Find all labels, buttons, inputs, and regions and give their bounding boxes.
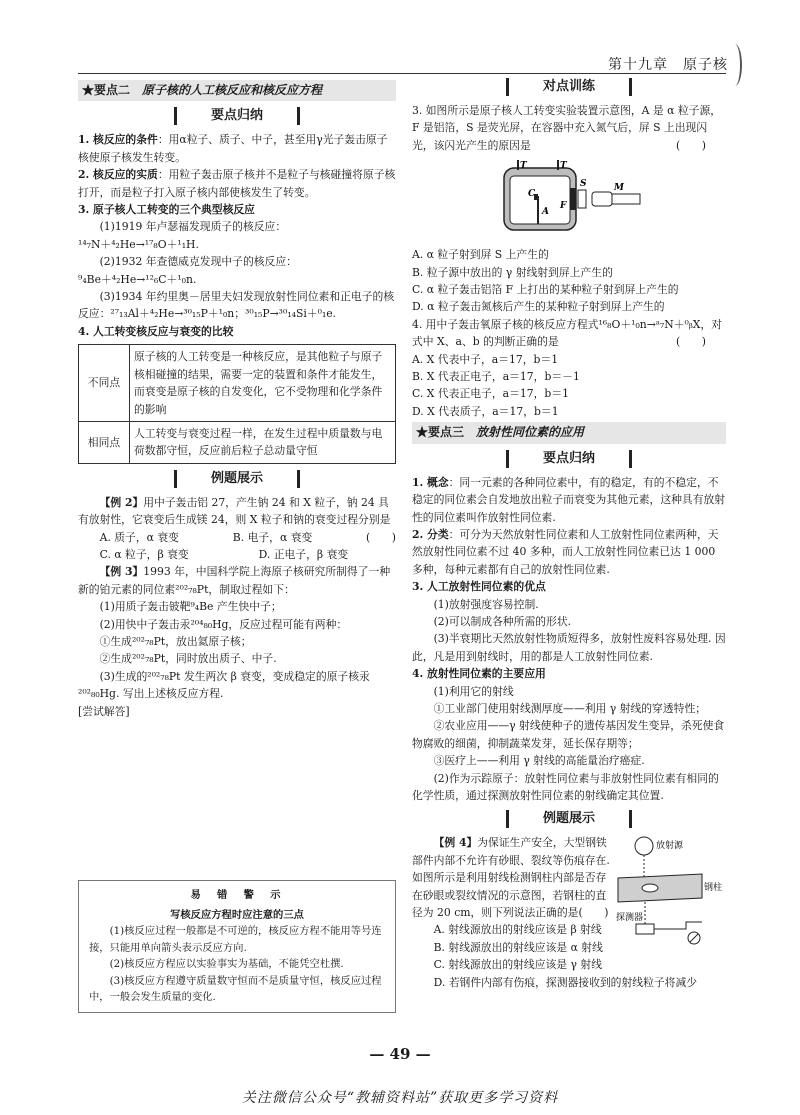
q4-option-b: B. X 代表正电子，a＝17，b＝－1 [412,370,580,384]
concept-paragraph: 1. 概念：同一元素的各种同位素中，有的稳定，有的不稳定，不稳定的同位素会自发地放出粒子而衰变为其他元素，这种具有放射性的同位素叫作放射性同位素. [412,475,726,524]
option-d: D. 正电子，β 衰变 [258,547,349,561]
question-4: 4. 用中子轰击氧原子核的核反应方程式¹⁶₈O＋¹₀n→ᵃ₇N＋⁰ᵦX，对式中 X、a、b 的判断正确的是 ( ) [412,317,723,349]
example-2: 【例 2】用中子轰击铝 27，产生钠 24 和 X 粒子，钠 24 具有放射性，它衰变后生成镁 24，则 X 粒子和钠的衰变过程分别是 ( ) [78,495,396,544]
steel-inspection-diagram [616,834,726,962]
application-1a: ①工业部门使用射线测厚度——利用 γ 射线的穿透特性； [433,701,707,715]
application-1c: ③医疗上——利用 γ 射线的高能量治疗癌症. [433,754,645,768]
classification-paragraph: 2. 分类：可分为天然放射性同位素和人工放射性同位素两种，天然放射性同位素不过 40 多种，而人工放射性同位素已达 1 000 多种，每种元素都有自己的放射性同位素. [412,527,719,576]
label-a: A [542,207,549,218]
chapter-header: 第十九章 原子核 [608,57,728,73]
example-3-step-2b: ②生成²⁰²₇₈Pt，同时放出质子、中子. [99,652,277,666]
box-title-summary-2: 要点归纳 [506,450,632,468]
ex4-option-a: A. 射线源放出的射线应该是 β 射线 [433,923,602,937]
q4-option-d: D. X 代表质子，a＝17，b＝1 [412,404,559,418]
right-column [412,78,726,991]
ex4-option-c: C. 射线源放出的射线应该是 γ 射线 [433,958,603,972]
common-error-box [78,880,396,1013]
label-m: M [614,183,624,194]
application-1b: ②农业应用——γ 射线使种子的遗传基因发生变异，杀死使食物腐败的细菌，抑制蔬菜发芽，延长保存期等； [412,719,725,750]
q4-option-c: C. X 代表正电子，a＝17，b＝1 [412,387,569,401]
application-2: (2)作为示踪原子：放射性同位素与非放射性同位素有相同的化学性质，通过探测放射性同位素的射线确定其位置. [412,771,719,802]
label-t1: T [520,161,527,172]
example-4: 【例 4】为保证生产安全，大型钢铁部件内部不允许有砂眼、裂纹等伤痕存在. 如图所示是利用射线检测钢柱内部是否存在砂眼或裂纹情况的示意图，若钢柱的直径为 20 cm，则下列说法正确的是( ) [412,836,610,920]
try-answer-label: [尝试解答] [78,704,130,718]
application-1: (1)利用它的射线 [433,684,514,698]
example-3-step-2a: ①生成²⁰²₇₈Pt，放出氦原子核； [99,634,252,648]
detector-label: 探测器 [616,913,644,924]
q3-option-d: D. α 粒子轰击氮核后产生的某种粒子射到屏上产生的 [412,300,665,314]
q3-option-c: C. α 粒子轰击铝箔 F 上打出的某种粒子射到屏上产生的 [412,283,679,297]
paragraph-3-title: 3. 原子核人工转变的三个典型核反应 [78,203,255,217]
advantage-1: (1)放射强度容易控制. [433,597,539,611]
reaction-3-text: (3)1934 年约里奥－居里夫妇发现放射性同位素和正电子的核反应：²⁷₁₃Al＋⁴₂He→³⁰₁₅P＋¹₀n；³⁰₁₅P→³⁰₁₄Si＋⁰₁e. [78,290,395,321]
comparison-table [78,344,396,463]
table-row [79,345,396,422]
table-header-cell: 相同点 [79,421,130,463]
reaction-1-text: (1)1919 年卢瑟福发现质子的核反应： [99,220,287,234]
reaction-2-text: (2)1932 年查德威克发现中子的核反应： [99,255,297,269]
q4-option-a: A. X 代表中子，a＝17，b＝1 [412,352,559,366]
steel-inspection-figure [616,834,726,962]
option-b: B. 电子，α 衰变 [232,530,313,544]
advantage-2: (2)可以制成各种所需的形状. [433,614,572,628]
q3-option-b: B. 粒子源中放出的 γ 射线射到屏上产生的 [412,265,613,279]
ex4-option-d: D. 若钢件内部有伤痕，探测器接收到的射线粒子将减少 [433,975,698,989]
box-title-practice: 对点训练 [506,78,632,96]
paragraph-2: 2. 核反应的实质：用粒子轰击原子核并不是粒子与核碰撞将原子核打开，而是粒子打入原子核内部使核发生了转变。 [78,168,396,199]
example-3-step-2: (2)用快中子轰击汞²⁰⁴₈₀Hg，反应过程可能有两种： [99,617,348,631]
box-title-examples: 例题展示 [174,470,300,488]
table-row [79,421,396,463]
example-3-step-3: (3)生成的²⁰²₇₈Pt 发生两次 β 衰变，变成稳定的原子核汞²⁰²₈₀Hg. 写出上述核反应方程. [78,669,370,701]
apparatus-figure [492,156,652,244]
label-t2: T [560,161,567,172]
label-s: S [580,179,587,190]
error-point-2: (2)核反应方程应以实验事实为基础，不能凭空杜撰. [109,958,344,970]
box-title-summary: 要点归纳 [174,107,300,125]
option-a: A. 质子，α 衰变 [99,530,179,544]
label-f: F [560,201,567,212]
example-3-step-1: (1)用质子轰击铍靶⁹₄Be 产生快中子； [99,600,282,614]
q3-option-a: A. α 粒子射到屏 S 上产生的 [412,248,549,262]
reaction-2-equation: ⁹₄Be＋⁴₂He→¹²₆C＋¹₀n. [78,272,197,286]
example-3: 【例 3】1993 年，中国科学院上海原子核研究所制得了一种新的铂元素的同位素²⁰²₇₈Pt，制取过程如下： [78,565,391,596]
section-heading-2: ★要点二 原子核的人工核反应和核反应方程 [78,80,396,101]
footer-note: 关注微信公众号“教辅资料站”获取更多学习资料 [241,1090,559,1106]
table-cell: 人工转变与衰变过程一样，在发生过程中质量数与电荷数都守恒，反应前后粒子总动量守恒 [130,421,396,463]
label-c: C [528,189,536,200]
left-column [78,78,396,1013]
section-heading-3: ★要点三 放射性同位素的应用 [412,422,726,443]
error-point-3: (3)核反应方程遵守质量数守恒而不是质量守恒，核反应过程中，一般会发生质量的变化. [89,974,382,1003]
option-c: C. α 粒子，β 衰变 [99,547,189,561]
header-arc-decoration [728,44,742,86]
reaction-1-equation: ¹⁴₇N＋⁴₂He→¹⁷₈O＋¹₁H. [78,237,199,251]
example-2-options [78,546,396,563]
box-title-examples-2: 例题展示 [506,810,632,828]
radiation-source-label: 放射源 [656,841,684,852]
paragraph-4-title: 4. 人工转变核反应与衰变的比较 [78,324,234,338]
common-error-title: 易 错 警 示 [190,889,284,901]
error-point-1: (1)核反应过程一般都是不可逆的，核反应方程不能用等号连接，只能用单向箭头表示反应方向. [89,925,382,954]
common-error-subtitle: 写核反应方程时应注意的三点 [170,908,304,921]
page-number: — 49 — [369,1045,431,1063]
table-header-cell: 不同点 [79,345,130,422]
advantage-3: (3)半衰期比天然放射性物质短得多，放射性废料容易处理. 因此，凡是用到射线时，用的都是人工放射性同位素. [412,632,726,663]
apparatus-diagram [492,156,652,244]
applications-title: 4. 放射性同位素的主要应用 [412,667,546,681]
example-2-options [78,529,344,546]
header-rule [78,73,726,74]
steel-column-label: 钢柱 [704,883,723,894]
ex4-option-b: B. 射线源放出的射线应该是 α 射线 [433,940,603,954]
table-cell: 原子核的人工转变是一种核反应，是其他粒子与原子核相碰撞的结果，需要一定的装置和条件才能发生，而衰变是原子核的自发变化，它不受物理和化学条件的影响 [130,345,396,422]
paragraph-1: 1. 核反应的条件：用α粒子、质子、中子，甚至用γ光子轰击原子核使原子核发生转变。 [78,133,388,164]
advantages-title: 3. 人工放射性同位素的优点 [412,580,546,594]
question-3: 3. 如图所示是原子核人工转变实验装置示意图，A 是 α 粒子源，F 是铝箔，S 是荧光屏，在容器中充入氮气后，屏 S 上出现闪光，该闪光产生的原因是 ( ) [412,104,722,152]
